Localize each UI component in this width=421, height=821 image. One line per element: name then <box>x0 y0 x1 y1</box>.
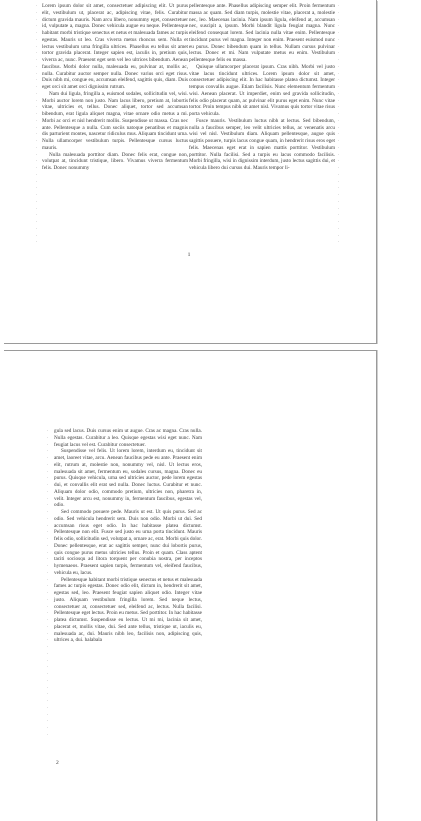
paragraph: Pellentesque habitant morbi tristique senectus et netus et malesuada fames ac turpis egestas. Donec odio elit, dictum in, hendrerit sit amet, egestas sed, leo. Praesent feugiat sapien aliquet odio. Integer vitae justo. Aliquam vestibulum fringilla lorem. Sed neque lectus, consectetuer at, consectetuer sed, eleifend ac, lectus. Nulla facilisi. Pellentesque eget lectus. Proin eu metus. Sed porttitor. In hac habitasse platea dictumst. Suspendisse eu lectus. Ut mi mi, lacinia sit amet, placerat et, mollis vitae, dui. Sed ante tellus, tristique ut, iaculis eu, malesuada ac, dui. Mauris nibh leo, facilisis non, adipiscing quis, ultrices a, dui. halabala <box>54 576 202 644</box>
line-marker: · <box>338 233 340 238</box>
line-numbers-right <box>338 3 348 246</box>
line-marker: · <box>35 179 37 184</box>
line-marker: · <box>46 618 48 622</box>
line-marker: · <box>46 584 48 589</box>
line-marker: · <box>338 152 340 157</box>
line-marker: · <box>338 78 340 83</box>
line-marker: · <box>46 489 48 494</box>
line-marker: · <box>35 166 37 170</box>
line-marker: · <box>46 496 48 501</box>
line-marker: · <box>338 17 340 22</box>
line-marker: · <box>46 591 48 595</box>
line-marker: · <box>338 206 340 211</box>
line-marker: · <box>35 4 37 8</box>
line-marker: · <box>46 543 48 548</box>
line-marker: · <box>46 645 48 649</box>
line-marker: · <box>35 159 37 164</box>
line-numbers-left <box>27 3 37 246</box>
line-marker: · <box>338 145 340 150</box>
line-marker: · <box>46 638 48 643</box>
line-marker: · <box>46 530 48 535</box>
line-marker: · <box>46 597 48 602</box>
line-marker: · <box>338 64 340 69</box>
line-marker: · <box>35 98 37 103</box>
line-marker: · <box>46 604 48 609</box>
line-marker: · <box>338 85 340 89</box>
line-marker: · <box>46 678 48 683</box>
line-marker: · <box>46 699 48 703</box>
line-marker: · <box>35 78 37 83</box>
line-marker: · <box>46 577 48 582</box>
line-marker: · <box>35 17 37 22</box>
line-marker: · <box>338 98 340 103</box>
line-marker: · <box>338 58 340 62</box>
line-marker: · <box>46 705 48 710</box>
line-marker: · <box>46 550 48 555</box>
line-marker: · <box>35 118 37 123</box>
line-marker: · <box>338 226 340 231</box>
line-marker: · <box>35 226 37 231</box>
line-marker: · <box>338 139 340 143</box>
page-2-left-column <box>54 428 202 644</box>
line-marker: · <box>46 557 48 562</box>
line-marker: · <box>35 240 37 245</box>
page-1-left-column <box>42 3 188 172</box>
line-marker: · <box>338 31 340 35</box>
line-marker: · <box>46 651 48 656</box>
line-marker: · <box>338 186 340 191</box>
line-marker: · <box>338 51 340 56</box>
line-marker: · <box>46 449 48 454</box>
line-marker: · <box>46 665 48 670</box>
line-marker: · <box>46 469 48 474</box>
line-marker: · <box>46 564 48 568</box>
page-1-right-column <box>189 3 335 172</box>
line-marker: · <box>46 523 48 528</box>
line-marker: · <box>35 31 37 35</box>
line-marker: · <box>338 179 340 184</box>
line-marker: · <box>35 125 37 130</box>
line-marker: · <box>35 139 37 143</box>
line-marker: · <box>46 429 48 433</box>
line-marker: · <box>35 112 37 116</box>
line-marker: · <box>338 166 340 170</box>
line-marker: · <box>338 4 340 8</box>
line-marker: · <box>35 91 37 96</box>
line-marker: · <box>35 199 37 204</box>
line-marker: · <box>338 132 340 137</box>
document-page-1 <box>4 0 377 344</box>
line-marker: · <box>35 220 37 224</box>
line-marker: · <box>35 37 37 42</box>
line-marker: · <box>46 462 48 467</box>
line-marker: · <box>46 692 48 697</box>
paragraph: Quisque ullamcorper placerat ipsum. Cras nibh. Morbi vel justo vitae lacus tincidunt ultrices. Lorem ipsum dolor sit amet, consectetuer adipiscing elit. In hac habitasse platea dictumst. Integer tempus convallis augue. Etiam facilisis. Nunc elementum fermentum wisi. Aenean placerat. Ut imperdiet, enim sed gravida sollicitudin, felis odio placerat quam, ac pulvinar elit purus eget enim. Nunc vitae tortor. Proin tempus nibh sit amet nisl. Vivamus quis tortor vitae risus porta vehicula. <box>189 63 335 117</box>
paragraph: Fusce mauris. Vestibulum luctus nibh at lectus. Sed bibendum, nulla a faucibus semper, leo velit ultricies tellus, ac venenatis arcu wisi vel nisl. Vestibulum diam. Aliquam pellentesque, augue quis sagittis posuere, turpis lacus congue quam, in hendrerit risus eros eget felis. Maecenas eget erat in sapien mattis porttitor. Vestibulum porttitor. Nulla facilisi. Sed a turpis eu lacus commodo facilisis. Morbi fringilla, wisi in dignissim interdum, justo lectus sagittis dui, et vehicula libero dui cursus dui. Mauris tempor li- <box>189 117 335 171</box>
line-marker: · <box>46 483 48 487</box>
paragraph: pellentesque ante. Phasellus adipiscing semper elit. Proin fermentum massa ac quam. Sed diam turpis, molestie vitae, placerat a, molestie nec, leo. Maecenas lacinia. Nam ipsum ligula, eleifend at, accumsan nec, suscipit a, ipsum. Morbi blandit ligula feugiat magna. Nunc eleifend consequat lorem. Sed lacinia nulla vitae enim. Pellentesque tincidunt purus vel magna. Integer non enim. Praesent euismod nunc eu purus. Donec bibendum quam in tellus. Nullam cursus pulvinar lectus. Donec et mi. Nam vulputate metus eu enim. Vestibulum pellentesque felis eu massa. <box>189 3 335 63</box>
line-marker: · <box>46 476 48 481</box>
line-marker: · <box>46 435 48 440</box>
paragraph: gula sed lacus. Duis cursus enim ut augue. Cras ac magna. Cras nulla. Nulla egestas. Curabitur a leo. Quisque egestas wisi eget nunc. Nam feugiat lacus vel est. Curabitur consectetuer. <box>54 428 202 448</box>
line-marker: · <box>35 24 37 29</box>
line-marker: · <box>338 199 340 204</box>
line-marker: · <box>35 132 37 137</box>
line-marker: · <box>338 159 340 164</box>
paragraph: Sed commodo posuere pede. Mauris ut est. Ut quis purus. Sed ac odio. Sed vehicula hendrerit sem. Duis non odio. Morbi ut dui. Sed accumsan risus eget odio. In hac habitasse platea dictumst. Pellentesque non elit. Fusce sed justo eu urna porta tincidunt. Mauris felis odio, sollicitudin sed, volutpat a, ornare ac, erat. Morbi quis dolor. Donec pellentesque, erat ac sagittis semper, nunc dui lobortis purus, quis congue purus metus ultricies tellus. Proin et quam. Class aptent taciti sociosqu ad litora torquent per conubia nostra, per inceptos hymenaeos. Praesent sapien turpis, fermentum vel, eleifend faucibus, vehicula eu, lacus. <box>54 509 202 576</box>
line-marker: · <box>46 611 48 616</box>
line-marker: · <box>35 172 37 177</box>
line-marker: · <box>46 570 48 575</box>
paragraph: Nam dui ligula, fringilla a, euismod sodales, sollicitudin vel, wisi. Morbi auctor lorem non justo. Nam lacus libero, pretium at, lobortis vitae, ultricies et, tellus. Donec aliquet, tortor sed accumsan bibendum, erat ligula aliquet magna, vitae ornare odio metus a mi. Morbi ac orci et nisl hendrerit mollis. Suspendisse ut massa. Cras nec ante. Pellentesque a nulla. Cum sociis natoque penatibus et magnis dis parturient montes, nascetur ridiculus mus. Aliquam tincidunt urna. Nulla ullamcorper vestibulum turpis. Pellentesque cursus luctus mauris. <box>42 90 188 151</box>
line-numbers-left <box>38 428 48 739</box>
line-marker: · <box>46 658 48 663</box>
line-marker: · <box>338 118 340 123</box>
line-marker: · <box>46 516 48 521</box>
line-marker: · <box>35 85 37 89</box>
line-marker: · <box>35 186 37 191</box>
line-marker: · <box>46 442 48 447</box>
line-marker: · <box>338 10 340 15</box>
line-marker: · <box>35 71 37 76</box>
line-marker: · <box>338 220 340 224</box>
line-marker: · <box>35 193 37 197</box>
line-marker: · <box>46 624 48 629</box>
line-marker: · <box>338 240 340 245</box>
line-marker: · <box>46 719 48 724</box>
paragraph: Suspendisse vel felis. Ut lorem lorem, interdum eu, tincidunt sit amet, laoreet vitae, arcu. Aenean faucibus pede eu ante. Praesent enim elit, rutrum at, molestie non, nonummy vel, nisl. Ut lectus eros, malesuada sit amet, fermentum eu, sodales cursus, magna. Donec eu purus. Quisque vehicula, urna sed ultricies auctor, pede lorem egestas dui, et convallis elit erat sed nulla. Donec luctus. Curabitur et nunc. Aliquam dolor odio, commodo pretium, ultricies non, pharetra in, velit. Integer arcu est, nonummy in, fermentum faucibus, egestas vel, odio. <box>54 448 202 509</box>
line-marker: · <box>338 112 340 116</box>
line-marker: · <box>46 672 48 676</box>
line-marker: · <box>35 44 37 49</box>
line-marker: · <box>46 503 48 508</box>
line-marker: · <box>338 125 340 130</box>
line-marker: · <box>35 105 37 110</box>
line-marker: · <box>46 732 48 737</box>
page-number: 1 <box>187 252 191 258</box>
line-marker: · <box>338 213 340 218</box>
line-marker: · <box>46 712 48 717</box>
line-marker: · <box>338 172 340 177</box>
line-marker: · <box>35 145 37 150</box>
line-marker: · <box>46 510 48 514</box>
line-marker: · <box>35 58 37 62</box>
line-marker: · <box>35 206 37 211</box>
line-marker: · <box>46 631 48 636</box>
line-marker: · <box>338 24 340 29</box>
line-marker: · <box>35 51 37 56</box>
line-marker: · <box>46 456 48 460</box>
line-marker: · <box>46 726 48 730</box>
paragraph: Lorem ipsum dolor sit amet, consectetuer adipiscing elit. Ut purus elit, vestibulum ut, placerat ac, adipiscing vitae, felis. Curabitur dictum gravida mauris. Nam arcu libero, nonummy eget, consectetuer id, vulputate a, magna. Donec vehicula augue eu neque. Pellentesque habitant morbi tristique senectus et netus et malesuada fames ac turpis egestas. Mauris ut leo. Cras viverra metus rhoncus sem. Nulla et lectus vestibulum urna fringilla ultrices. Phasellus eu tellus sit amet tortor gravida placerat. Integer sapien est, iaculis in, pretium quis, viverra ac, nunc. Praesent eget sem vel leo ultrices bibendum. Aenean faucibus. Morbi dolor nulla, malesuada eu, pulvinar at, mollis ac, nulla. Curabitur auctor semper nulla. Donec varius orci eget risus. Duis nibh mi, congue eu, accumsan eleifend, sagittis quis, diam. Duis eget orci sit amet orci dignissim rutrum. <box>42 3 188 90</box>
line-marker: · <box>35 213 37 218</box>
line-marker: · <box>35 233 37 238</box>
page-number: 2 <box>56 760 59 766</box>
line-marker: · <box>338 91 340 96</box>
line-marker: · <box>338 193 340 197</box>
paragraph: Nulla malesuada porttitor diam. Donec felis erat, congue non, volutpat at, tincidunt tristique, libero. Vivamus viverra fermentum felis. Donec nonummy <box>42 151 188 171</box>
line-marker: · <box>338 71 340 76</box>
line-marker: · <box>338 105 340 110</box>
line-marker: · <box>35 64 37 69</box>
line-marker: · <box>338 44 340 49</box>
line-marker: · <box>35 152 37 157</box>
line-marker: · <box>46 537 48 541</box>
line-marker: · <box>46 685 48 690</box>
line-marker: · <box>35 10 37 15</box>
line-marker: · <box>338 37 340 42</box>
